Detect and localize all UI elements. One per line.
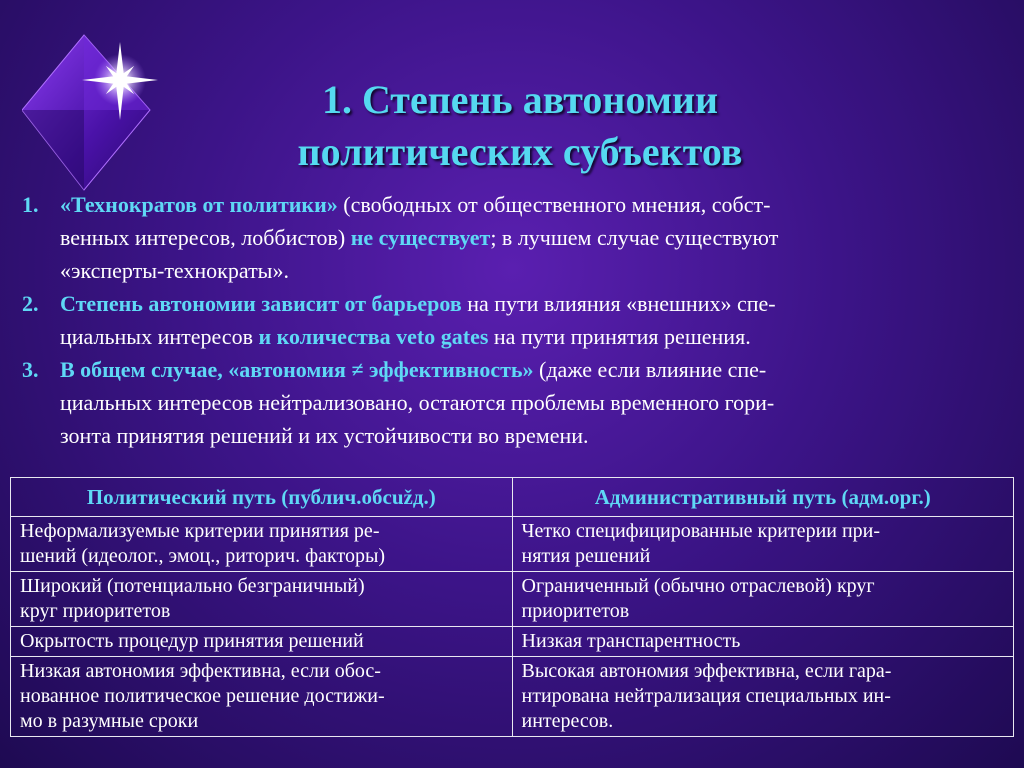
- table-row: [11, 517, 1014, 572]
- point-text: циальных интересов: [60, 324, 259, 349]
- point-text: на пути принятия решения.: [488, 324, 751, 349]
- cell-line: Окрытость процедур принятия решений: [20, 630, 364, 652]
- point-text: (свободных от общественного мнения, собст-: [337, 192, 771, 217]
- point-line: [60, 320, 997, 353]
- cell-line: Ограниченный (обычно отраслевой) круг: [521, 575, 875, 597]
- cell-line: шений (идеолог., эмоц., риторич. факторы): [20, 545, 386, 567]
- table-row: [11, 657, 1014, 737]
- cell-line: Неформализуемые критерии принятия ре-: [20, 520, 380, 542]
- table-row: [11, 627, 1014, 657]
- cell-line: Низкая автономия эффективна, если обос-: [20, 660, 381, 682]
- comparison-table: [10, 477, 1014, 737]
- table-row: [11, 572, 1014, 627]
- cell-line: интересов.: [521, 710, 614, 732]
- crystal-star-logo: [22, 30, 172, 195]
- highlight-text: В общем случае, «автономия ≠ эффективность»: [60, 357, 534, 382]
- point-3: [22, 353, 997, 452]
- cell-line: Низкая транспарентность: [521, 630, 741, 652]
- table-cell: [512, 572, 1014, 627]
- table-cell: [11, 572, 513, 627]
- table-cell: [512, 657, 1014, 737]
- cell-line: нованное политическое решение достижи-: [20, 685, 385, 707]
- highlight-text: Степень автономии зависит от барьеров: [60, 291, 462, 316]
- title-line-1: 1. Степень автономии: [321, 77, 719, 122]
- highlight-text: не существует: [350, 225, 491, 250]
- cell-line: Высокая автономия эффективна, если гара-: [521, 660, 892, 682]
- cell-line: Широкий (потенциально безграничный): [20, 575, 365, 597]
- table-cell: [11, 627, 513, 657]
- point-line: [60, 221, 997, 254]
- point-text: венных интересов, лоббистов): [60, 225, 351, 250]
- point-2: [22, 287, 997, 353]
- point-text: ; в лучшем случае существуют: [490, 225, 779, 250]
- cell-line: круг приоритетов: [20, 600, 171, 622]
- cell-line: Четко специфицированные критерии при-: [521, 520, 881, 542]
- highlight-text: и количества veto gates: [258, 324, 489, 349]
- cell-line: приоритетов: [521, 600, 630, 622]
- column-header-political: Политический путь (публич.обсužд.): [11, 478, 513, 517]
- point-text: (даже если влияние спе-: [533, 357, 767, 382]
- cell-line: нтирована нейтрализация специальных ин-: [521, 685, 891, 707]
- highlight-text: «Технократов от политики»: [60, 192, 338, 217]
- column-header-administrative: Административный путь (адм.орг.): [512, 478, 1014, 517]
- table-cell: [512, 517, 1014, 572]
- table-header-row: [11, 478, 1014, 517]
- point-line: циальных интересов нейтрализовано, остаются проблемы временного гори-: [60, 390, 775, 415]
- point-1: [22, 188, 997, 287]
- point-line: [60, 287, 997, 320]
- table-cell: [11, 517, 513, 572]
- table-cell: [11, 657, 513, 737]
- point-number: 2.: [22, 291, 39, 316]
- cell-line: мо в разумные сроки: [20, 710, 199, 732]
- point-text: на пути влияния «внешних» спе-: [461, 291, 776, 316]
- numbered-points: [22, 188, 997, 452]
- point-line: [60, 188, 997, 221]
- point-line: зонта принятия решений и их устойчивости во времени.: [60, 423, 589, 448]
- cell-line: нятия решений: [521, 545, 651, 567]
- point-line: [60, 353, 997, 386]
- point-number: 1.: [22, 192, 39, 217]
- point-line: «эксперты-технократы».: [60, 258, 289, 283]
- table-cell: [512, 627, 1014, 657]
- title-line-2: политических субъектов: [297, 129, 743, 174]
- point-number: 3.: [22, 357, 39, 382]
- slide-title: [200, 74, 840, 178]
